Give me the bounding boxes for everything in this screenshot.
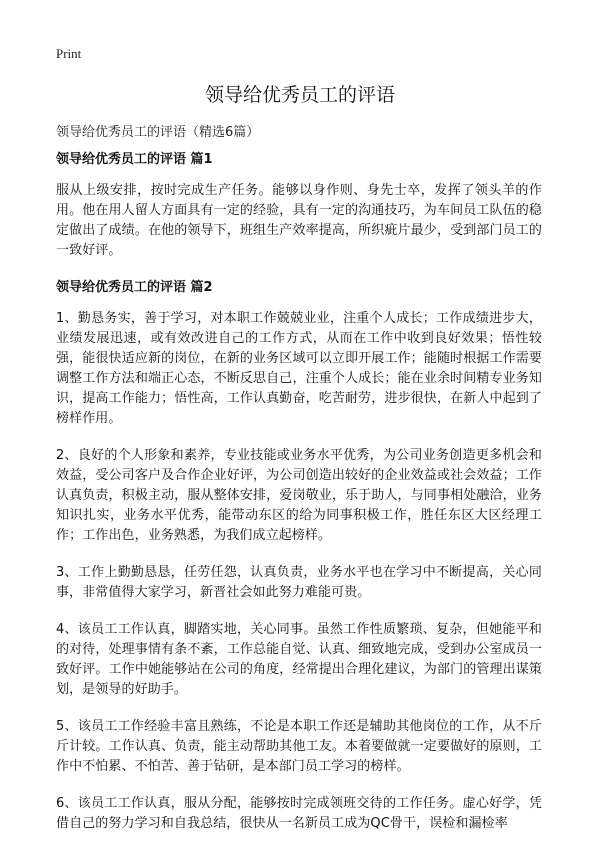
paragraph: 6、该员工工作认真，服从分配，能够按时完成领班交待的工作任务。虚心好学，凭借自己的努力学习和自我总结，很快从一名新员工成为QC骨干，误检和漏检率 (56, 796, 542, 831)
paragraph: 3、工作上勤勤恳恳，任劳任怨，认真负责，业务水平也在学习中不断提高，关心同事，非常值得大家学习，新晋社会如此努力难能可贵。 (56, 565, 542, 600)
section-2 (56, 278, 542, 834)
paragraph: 服从上级安排，按时完成生产任务。能够以身作则、身先士卒，发挥了领头羊的作用。他在用人留人方面具有一定的经验，具有一定的沟通技巧，为车间员工队伍的稳定做出了成绩。在他的领导下，班组生产效率提高，所织疵片最少，受到部门员工的一致好评。 (56, 183, 542, 258)
paragraph: 4、该员工工作认真，脚踏实地，关心同事。虽然工作性质繁琐、复杂，但她能平和的对待，处理事情有条不紊，工作总能自觉、认真、细致地完成，受到办公室成员一致好评。工作中她能够站在公司的角度，经常提出合理化建议，为部门的管理出谋策划，是领导的好助手。 (56, 622, 542, 697)
document-subtitle: 领导给优秀员工的评语（精选6篇） (56, 125, 260, 140)
print-link[interactable]: Print (56, 46, 82, 61)
page-title: 领导给优秀员工的评语 (204, 84, 395, 106)
paragraph: 2、良好的个人形象和素养，专业技能或业务水平优秀，为公司业务创造更多机会和效益，受公司客户及合作企业好评，为公司创造出较好的企业效益或社会效益；工作认真负责，积极主动，服从整体安排，爱岗敬业，乐于助人，与同事相处融洽，业务知识扎实，业务水平优秀，能带动东区的给为同事积极工作，胜任东区大区经理工作；工作出色，业务熟悉，为我们成立起榜样。 (56, 448, 542, 543)
section-heading: 领导给优秀员工的评语 篇1 (56, 152, 213, 167)
document-body (56, 150, 542, 851)
section-heading: 领导给优秀员工的评语 篇2 (56, 280, 213, 295)
paragraph: 1、勤恳务实，善于学习，对本职工作兢兢业业，注重个人成长；工作成绩进步大，业绩发展迅速，或有效改进自己的工作方式，从而在工作中收到良好效果；悟性较强，能很快适应新的岗位，在新的业务区域可以立即开展工作；能随时根据工作需要调整工作方法和端正心态，不断反思自己，注重个人成长；能在业余时间精专业务知识，提高工作能力；悟性高，工作认真勤奋，吃苦耐劳，进步很快，在新人中起到了榜样作用。 (56, 311, 542, 426)
section-1 (56, 150, 542, 261)
paragraph: 5、该员工工作经验丰富且熟练，不论是本职工作还是辅助其他岗位的工作，从不斤斤计较。工作认真、负责，能主动帮助其他工友。本着要做就一定要做好的原则，工作中不怕累、不怕苦、善于钻研，是本部门员工学习的榜样。 (56, 719, 542, 774)
